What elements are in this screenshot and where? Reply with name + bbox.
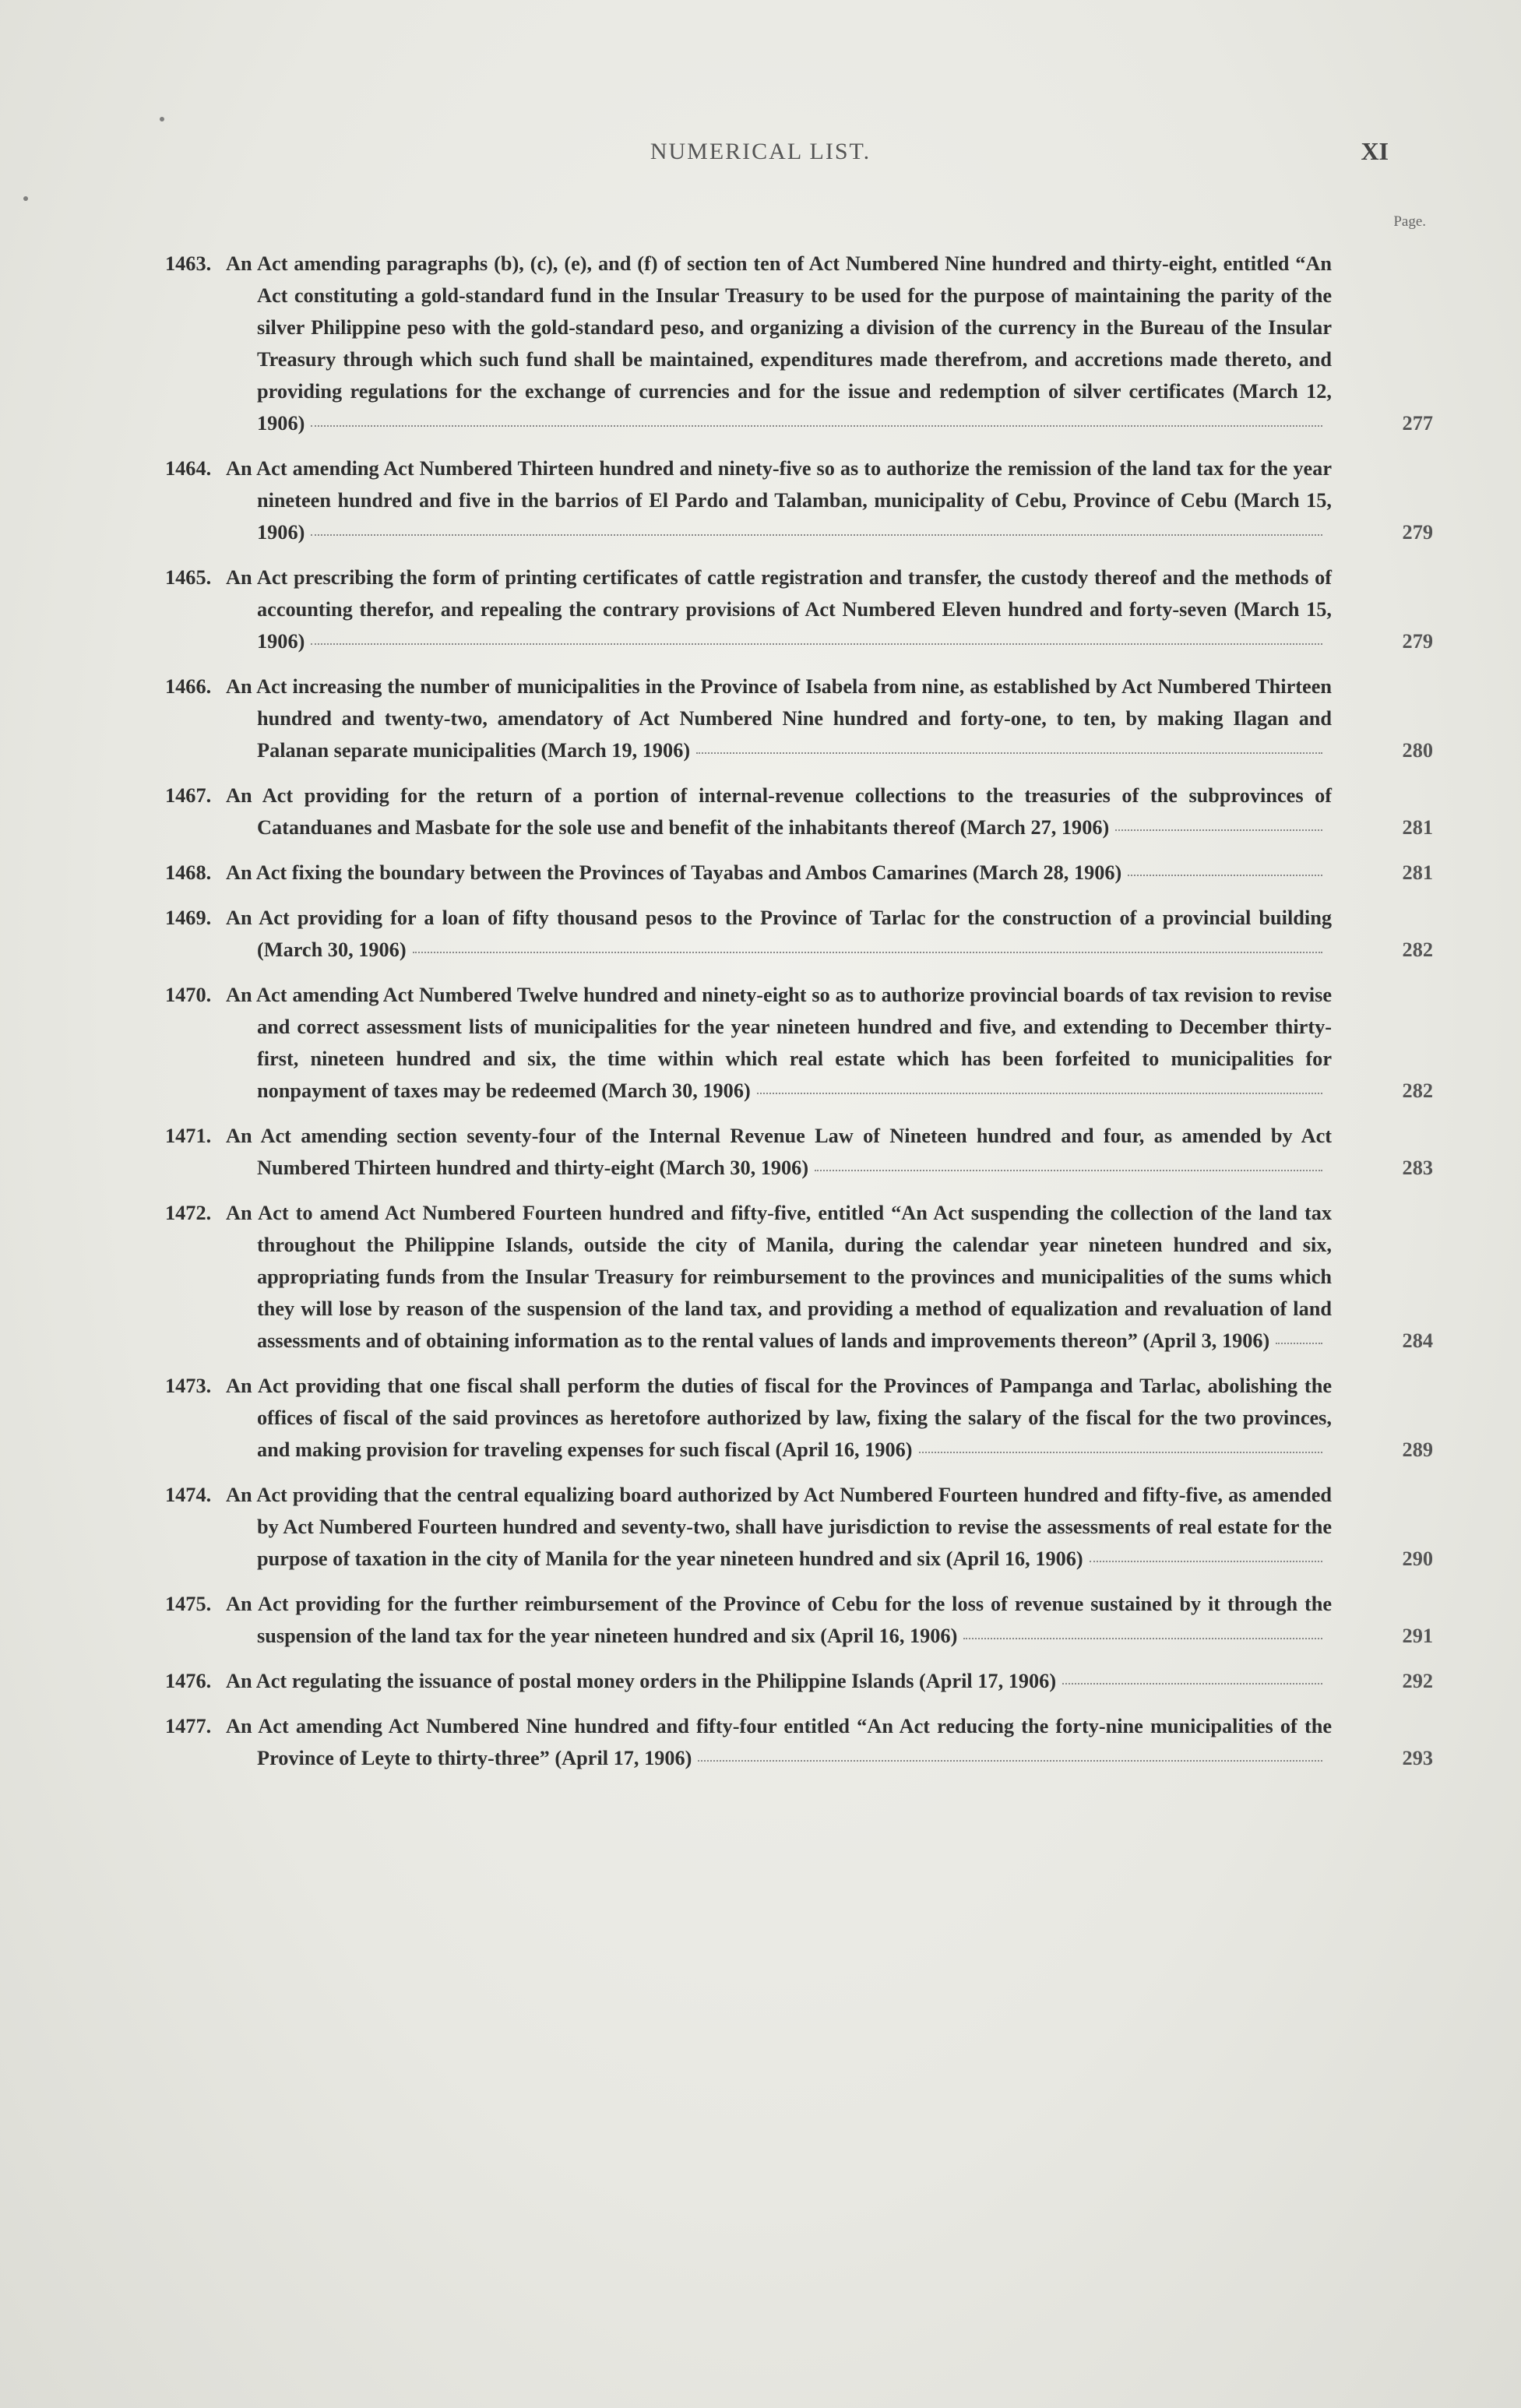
page-title: NUMERICAL LIST. [650,139,871,164]
page-reference: 282 [1402,1079,1433,1102]
act-title-block [226,671,1332,766]
list-item [165,1370,1433,1466]
act-title-block [226,248,1332,439]
dot-leader [696,751,1322,754]
list-item [165,1120,1433,1184]
act-list [165,248,1433,1787]
act-title: An Act prescribing the form of printing certificates of cattle registration and transfer, the custody thereof and the methods of accounting therefor, and repealing the contrary provisions of Act Numbered Eleven hundred and forty-seven (March 15, 1906) [226,566,1332,653]
act-title-block [226,1710,1332,1774]
page-column-label: Page. [1393,213,1426,230]
dot-leader [698,1758,1322,1762]
act-title: An Act regulating the issuance of postal money orders in the Philippine Islands (April 17, 1906) [226,1670,1057,1692]
act-title: An Act amending section seventy-four of the Internal Revenue Law of Nineteen hundred and four, as amended by Act Numbered Thirteen hundred and thirty-eight (March 30, 1906) [226,1125,1332,1179]
act-number: 1465. [165,566,212,589]
list-item [165,1479,1433,1575]
dot-leader [1128,873,1322,876]
page-reference: 284 [1402,1329,1433,1352]
dot-leader [1090,1559,1322,1562]
page-reference: 283 [1402,1156,1433,1179]
act-number: 1477. [165,1715,212,1737]
act-title: An Act amending Act Numbered Nine hundred and fifty-four entitled “An Act reducing the forty-nine municipalities of the Province of Leyte to thirty-three” (April 17, 1906) [226,1715,1332,1769]
act-number: 1463. [165,252,212,275]
act-title-block [226,1370,1332,1466]
dot-leader [757,1091,1322,1094]
list-item [165,1588,1433,1652]
act-number: 1472. [165,1202,212,1224]
act-title-block [226,1479,1332,1575]
dot-leader [413,950,1322,953]
act-title: An Act providing for the return of a portion of internal-revenue collections to the treasuries of the subprovinces of Catanduanes and Masbate for the sole use and benefit of the inhabitants thereof (March 27, 1906) [226,784,1332,839]
act-title-block [226,902,1332,966]
act-number: 1468. [165,861,212,884]
act-title: An Act providing for a loan of fifty thousand pesos to the Province of Tarlac for the construction of a provincial building (March 30, 1906) [226,907,1332,961]
page-reference: 279 [1402,630,1433,653]
page-reference: 289 [1402,1438,1433,1461]
act-title: An Act amending paragraphs (b), (c), (e), and (f) of section ten of Act Numbered Nine hundred and thirty-eight, entitled “An Act constituting a gold-standard fund in the Insular Treasury to be used for the purpose of maintaining the parity of the silver Philippine peso with the gold-standard peso, and organizing a division of the currency in the Bureau of the Insular Treasury through which such fund shall be maintained, expenditures made therefrom, and accretions made thereto, and providing regulations for the exchange of currencies and for the issue and redemption of silver certificates (March 12, 1906) [226,252,1332,435]
list-item [165,902,1433,966]
list-item [165,1710,1433,1774]
page-reference: 292 [1402,1670,1433,1692]
dot-leader [311,642,1322,645]
act-title: An Act to amend Act Numbered Fourteen hundred and fifty-five, entitled “An Act suspending the collection of the land tax throughout the Philippine Islands, outside the city of Manila, during the calendar year nineteen hundred and six, appropriating funds from the Insular Treasury for reimbursement to the provinces and municipalities of the sums which they will lose by reason of the suspension of the land tax, and providing a method of equalization and revaluation of land assessments and of obtaining information as to the rental values of lands and improvements thereon” (April 3, 1906) [226,1202,1332,1352]
paper-speck [23,196,28,201]
act-title-block [226,857,1332,889]
page-reference: 282 [1402,938,1433,961]
page-reference: 281 [1402,861,1433,884]
act-title-block [226,562,1332,657]
dot-leader [919,1450,1322,1453]
page-reference: 280 [1402,739,1433,762]
act-number: 1475. [165,1593,212,1615]
act-title-block [226,1588,1332,1652]
act-title-block [226,979,1332,1107]
dot-leader [311,424,1322,427]
list-item [165,857,1433,889]
act-number: 1470. [165,984,212,1006]
page-reference: 291 [1402,1625,1433,1647]
page-number: XI [1361,137,1389,165]
list-item [165,1665,1433,1697]
act-number: 1467. [165,784,212,807]
act-title: An Act providing that the central equalizing board authorized by Act Numbered Fourteen hundred and fifty-five, as amended by Act Numbered Fourteen hundred and seventy-two, shall have jurisdiction to revise the assessments of real estate for the purpose of taxation in the city of Manila for the year nineteen hundred and six (April 16, 1906) [226,1484,1332,1570]
act-number: 1466. [165,675,212,698]
act-title-block [226,1197,1332,1357]
page-reference: 281 [1402,816,1433,839]
dot-leader [963,1636,1322,1639]
act-title: An Act providing for the further reimbursement of the Province of Cebu for the loss of revenue sustained by it through the suspension of the land tax for the year nineteen hundred and six (April 16, 1906) [226,1593,1332,1647]
act-number: 1473. [165,1375,212,1397]
dot-leader [1276,1341,1322,1344]
list-item [165,248,1433,439]
dot-leader [815,1168,1322,1171]
dot-leader [1115,828,1322,831]
list-item [165,671,1433,766]
act-title: An Act fixing the boundary between the Provinces of Tayabas and Ambos Camarines (March 28, 1906) [226,861,1122,884]
act-number: 1474. [165,1484,212,1506]
act-title-block [226,1120,1332,1184]
list-item [165,1197,1433,1357]
act-title: An Act amending Act Numbered Thirteen hundred and ninety-five so as to authorize the remission of the land tax for the year nineteen hundred and five in the barrios of El Pardo and Talamban, municipality of Cebu, Province of Cebu (March 15, 1906) [226,457,1332,544]
dot-leader [311,533,1322,536]
act-title: An Act increasing the number of municipalities in the Province of Isabela from nine, as established by Act Numbered Thirteen hundred and twenty-two, amendatory of Act Numbered Nine hundred and forty-one, to ten, by making Ilagan and Palanan separate municipalities (March 19, 1906) [226,675,1332,762]
dot-leader [1062,1681,1322,1685]
page-reference: 279 [1402,521,1433,544]
page-reference: 293 [1402,1747,1433,1769]
act-number: 1464. [165,457,212,480]
act-title-block [226,452,1332,548]
act-title: An Act amending Act Numbered Twelve hundred and ninety-eight so as to authorize provincial boards of tax revision to revise and correct assessment lists of municipalities for the year nineteen hundred and five, and extending to December thirty-first, nineteen hundred and six, the time within which real estate which has been forfeited to municipalities for nonpayment of taxes may be redeemed (March 30, 1906) [226,984,1332,1102]
list-item [165,452,1433,548]
page-reference: 290 [1402,1547,1433,1570]
paper-speck [160,117,164,121]
act-number: 1476. [165,1670,212,1692]
act-number: 1469. [165,907,212,929]
list-item [165,780,1433,843]
act-number: 1471. [165,1125,212,1147]
act-title-block [226,1665,1332,1697]
page-reference: 277 [1402,412,1433,435]
list-item [165,562,1433,657]
list-item [165,979,1433,1107]
act-title-block [226,780,1332,843]
act-title: An Act providing that one fiscal shall perform the duties of fiscal for the Provinces of Pampanga and Tarlac, abolishing the offices of fiscal of the said provinces as heretofore authorized by law, fixing the salary of the fiscal for the two provinces, and making provision for traveling expenses for such fiscal (April 16, 1906) [226,1375,1332,1461]
